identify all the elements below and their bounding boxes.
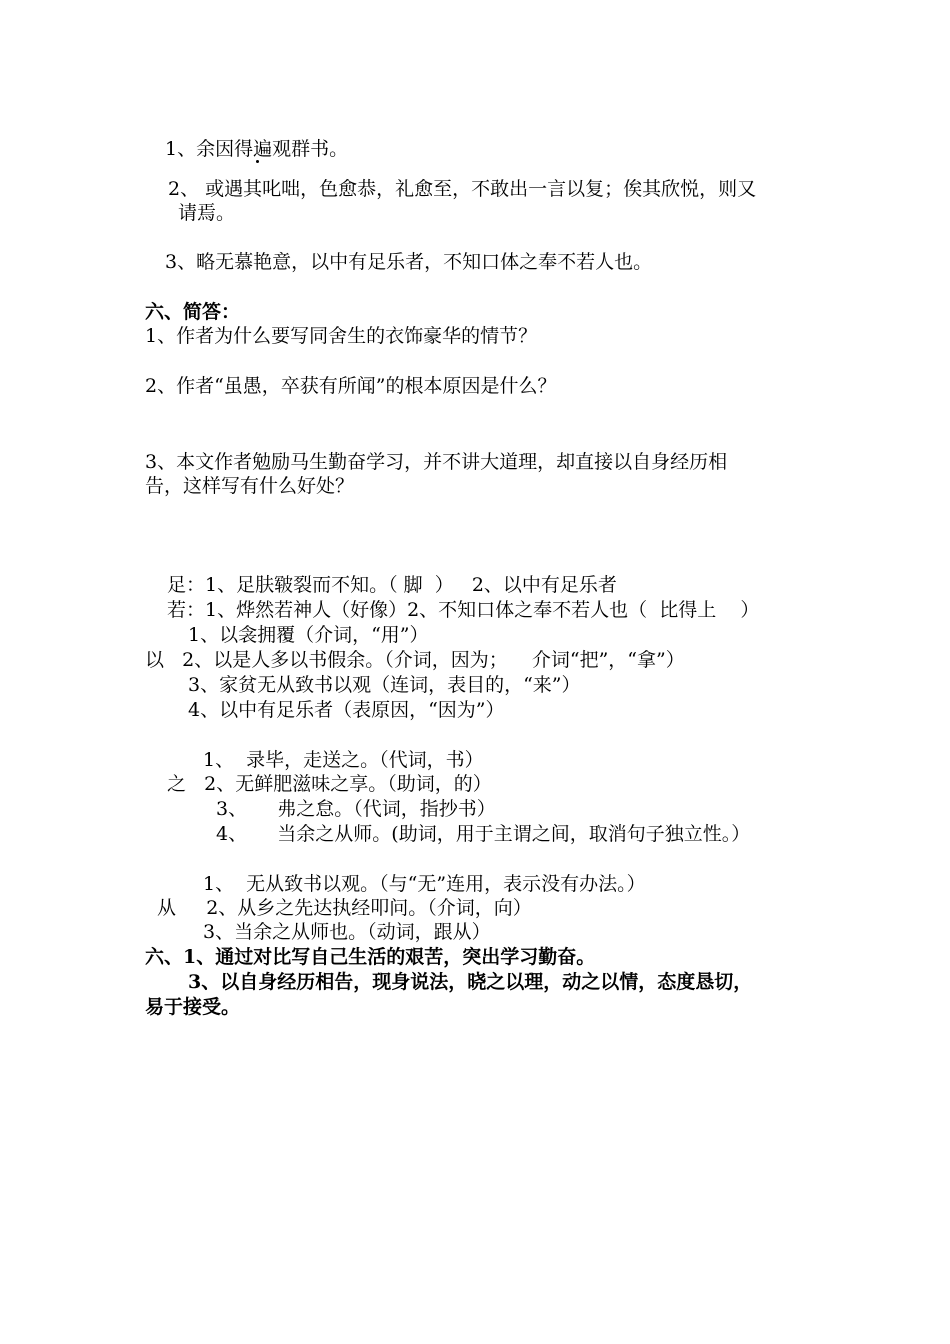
answer-cong-2: 从 2、从乡之先达执经叩问。（介词，向）	[157, 897, 532, 919]
answer-zhi-3: 3、 弗之怠。（代词，指抄书）	[216, 798, 496, 820]
answer-6-3-line1: 3、以自身经历相告，现身说法，晓之以理，动之以情，态度恳切，	[188, 971, 753, 993]
section6-heading: 六、简答：	[145, 301, 241, 323]
answer-zhi-4: 4、 当余之从师。(助词，用于主谓之间，取消句子独立性。）	[216, 823, 751, 845]
answer-zhi-2: 之 2、无鲜肥滋味之享。（助词，的）	[167, 773, 492, 795]
question-3-line2: 告，这样写有什么好处？	[145, 475, 355, 497]
answer-zu: 足：1、足肤皲裂而不知。（ 脚 ） 2、以中有足乐者	[167, 574, 617, 596]
emphasis-dot	[256, 160, 259, 163]
answer-yi-4: 4、以中有足乐者（表原因，“因为”）	[188, 699, 505, 721]
question-1: 1、作者为什么要写同舍生的衣饰豪华的情节？	[145, 325, 538, 347]
answer-zhi-1: 1、 录毕，走送之。（代词，书）	[203, 749, 484, 771]
translate-sentence-2-line2: 请焉。	[178, 202, 236, 224]
answer-6-1: 六、1、通过对比写自己生活的艰苦，突出学习勤奋。	[145, 946, 596, 968]
answer-yi-3: 3、家贫无从致书以观（连词，表目的，“来”）	[188, 674, 581, 696]
translate-sentence-2-line1: 2、 或遇其叱咄，色愈恭，礼愈至，不敢出一言以复；俟其欣悦，则又	[168, 178, 757, 200]
translate-sentence-1: 1、余因得遍观群书。	[165, 138, 349, 160]
translate-sentence-3: 3、略无慕艳意，以中有足乐者，不知口体之奉不若人也。	[165, 251, 653, 273]
question-2: 2、作者“虽愚，卒获有所闻”的根本原因是什么？	[145, 375, 557, 397]
answer-cong-3: 3、当余之从师也。（动词，跟从）	[203, 921, 491, 943]
answer-yi-1: 1、以衾拥覆（介词，“用”）	[188, 624, 429, 646]
question-3-line1: 3、本文作者勉励马生勤奋学习，并不讲大道理，却直接以自身经历相	[145, 451, 728, 473]
answer-6-3-line2: 易于接受。	[145, 996, 241, 1018]
answer-ruo: 若：1、烨然若神人（好像）2、不知口体之奉不若人也（ 比得上 ）	[167, 599, 760, 621]
answer-cong-1: 1、 无从致书以观。（与“无”连用，表示没有办法。）	[203, 873, 646, 895]
answer-yi-2: 以 2、以是人多以书假余。（介词，因为； 介词“把”，“拿”）	[145, 649, 685, 671]
